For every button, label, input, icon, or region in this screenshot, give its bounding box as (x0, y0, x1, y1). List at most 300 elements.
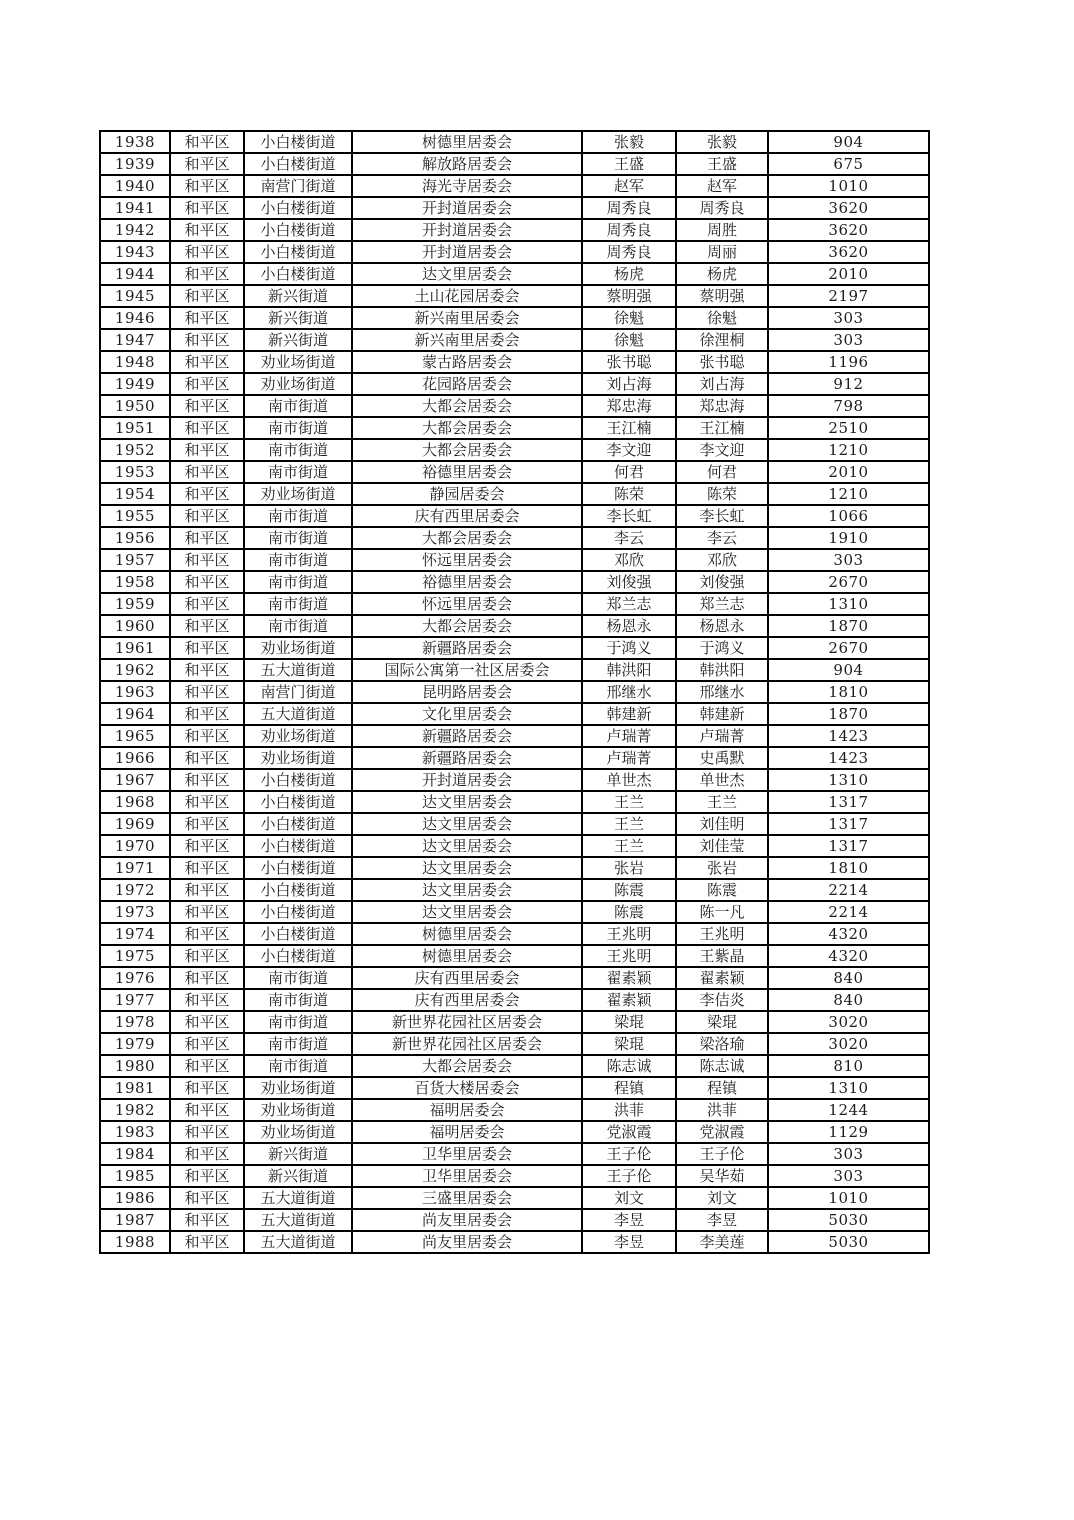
cell-value: 303 (768, 329, 929, 351)
cell-value: 5030 (768, 1231, 929, 1253)
cell-district: 和平区 (170, 483, 244, 505)
cell-name-secondary: 杨虎 (676, 263, 768, 285)
cell-district: 和平区 (170, 1231, 244, 1253)
cell-district: 和平区 (170, 285, 244, 307)
cell-name-secondary: 韩建新 (676, 703, 768, 725)
table-row (100, 703, 929, 725)
cell-committee: 新世界花园社区居委会 (352, 1033, 582, 1055)
cell-name-secondary: 郑兰志 (676, 593, 768, 615)
cell-name-secondary: 蔡明强 (676, 285, 768, 307)
cell-name-secondary: 李文迎 (676, 439, 768, 461)
cell-name-secondary: 王兆明 (676, 923, 768, 945)
cell-value: 1870 (768, 703, 929, 725)
cell-serial: 1951 (100, 417, 170, 439)
cell-committee: 新兴南里居委会 (352, 329, 582, 351)
cell-name-primary: 杨虎 (582, 263, 676, 285)
cell-district: 和平区 (170, 637, 244, 659)
cell-district: 和平区 (170, 967, 244, 989)
cell-value: 1310 (768, 1077, 929, 1099)
cell-street: 小白楼街道 (244, 241, 352, 263)
cell-value: 1317 (768, 835, 929, 857)
cell-district: 和平区 (170, 1055, 244, 1077)
cell-street: 南市街道 (244, 989, 352, 1011)
cell-name-secondary: 翟素颖 (676, 967, 768, 989)
cell-street: 五大道街道 (244, 1231, 352, 1253)
cell-value: 1196 (768, 351, 929, 373)
cell-serial: 1944 (100, 263, 170, 285)
cell-name-primary: 卢瑞菁 (582, 725, 676, 747)
cell-street: 新兴街道 (244, 307, 352, 329)
cell-district: 和平区 (170, 659, 244, 681)
cell-committee: 树德里居委会 (352, 945, 582, 967)
table-row (100, 1077, 929, 1099)
table-row (100, 769, 929, 791)
cell-district: 和平区 (170, 593, 244, 615)
cell-committee: 卫华里居委会 (352, 1165, 582, 1187)
cell-street: 南市街道 (244, 461, 352, 483)
cell-street: 小白楼街道 (244, 769, 352, 791)
cell-value: 675 (768, 153, 929, 175)
cell-name-secondary: 韩洪阳 (676, 659, 768, 681)
cell-committee: 开封道居委会 (352, 219, 582, 241)
cell-serial: 1954 (100, 483, 170, 505)
cell-value: 3620 (768, 219, 929, 241)
table-row (100, 571, 929, 593)
cell-street: 劝业场街道 (244, 637, 352, 659)
cell-street: 劝业场街道 (244, 725, 352, 747)
cell-value: 303 (768, 1165, 929, 1187)
cell-street: 小白楼街道 (244, 835, 352, 857)
cell-street: 南市街道 (244, 549, 352, 571)
cell-serial: 1955 (100, 505, 170, 527)
table-row (100, 1231, 929, 1253)
cell-name-secondary: 王紫晶 (676, 945, 768, 967)
cell-street: 小白楼街道 (244, 813, 352, 835)
cell-committee: 尚友里居委会 (352, 1209, 582, 1231)
cell-name-secondary: 李昱 (676, 1209, 768, 1231)
table-row (100, 879, 929, 901)
cell-name-primary: 王子伦 (582, 1165, 676, 1187)
cell-serial: 1986 (100, 1187, 170, 1209)
cell-street: 南市街道 (244, 1055, 352, 1077)
cell-district: 和平区 (170, 329, 244, 351)
cell-name-secondary: 陈荣 (676, 483, 768, 505)
cell-district: 和平区 (170, 835, 244, 857)
table-row (100, 285, 929, 307)
cell-street: 劝业场街道 (244, 1099, 352, 1121)
cell-name-primary: 何君 (582, 461, 676, 483)
cell-street: 南营门街道 (244, 681, 352, 703)
cell-name-primary: 陈震 (582, 879, 676, 901)
cell-serial: 1961 (100, 637, 170, 659)
table-row (100, 329, 929, 351)
cell-name-secondary: 陈震 (676, 879, 768, 901)
cell-value: 303 (768, 549, 929, 571)
cell-street: 新兴街道 (244, 1165, 352, 1187)
cell-committee: 尚友里居委会 (352, 1231, 582, 1253)
cell-serial: 1980 (100, 1055, 170, 1077)
cell-committee: 庆有西里居委会 (352, 967, 582, 989)
cell-value: 1129 (768, 1121, 929, 1143)
cell-serial: 1957 (100, 549, 170, 571)
cell-district: 和平区 (170, 725, 244, 747)
table-row (100, 989, 929, 1011)
cell-value: 303 (768, 307, 929, 329)
cell-serial: 1941 (100, 197, 170, 219)
cell-street: 南市街道 (244, 571, 352, 593)
table-row (100, 1209, 929, 1231)
table-row (100, 153, 929, 175)
cell-street: 五大道街道 (244, 1209, 352, 1231)
cell-district: 和平区 (170, 1209, 244, 1231)
cell-name-primary: 梁琨 (582, 1033, 676, 1055)
cell-value: 2670 (768, 571, 929, 593)
cell-street: 南市街道 (244, 395, 352, 417)
cell-name-primary: 徐魁 (582, 307, 676, 329)
cell-value: 798 (768, 395, 929, 417)
cell-street: 劝业场街道 (244, 351, 352, 373)
cell-serial: 1959 (100, 593, 170, 615)
cell-name-secondary: 李美莲 (676, 1231, 768, 1253)
cell-committee: 树德里居委会 (352, 131, 582, 153)
cell-committee: 裕德里居委会 (352, 461, 582, 483)
cell-street: 五大道街道 (244, 703, 352, 725)
cell-name-secondary: 洪菲 (676, 1099, 768, 1121)
cell-serial: 1985 (100, 1165, 170, 1187)
cell-name-secondary: 王兰 (676, 791, 768, 813)
cell-committee: 解放路居委会 (352, 153, 582, 175)
table-row (100, 1143, 929, 1165)
cell-serial: 1960 (100, 615, 170, 637)
cell-street: 劝业场街道 (244, 1121, 352, 1143)
cell-street: 小白楼街道 (244, 153, 352, 175)
cell-name-primary: 王兰 (582, 791, 676, 813)
table-row (100, 219, 929, 241)
cell-name-primary: 陈震 (582, 901, 676, 923)
cell-name-secondary: 党淑霞 (676, 1121, 768, 1143)
cell-district: 和平区 (170, 1077, 244, 1099)
cell-district: 和平区 (170, 175, 244, 197)
roster-table-container (99, 130, 930, 1254)
cell-name-primary: 郑忠海 (582, 395, 676, 417)
cell-serial: 1952 (100, 439, 170, 461)
cell-value: 840 (768, 989, 929, 1011)
cell-name-primary: 于鸿义 (582, 637, 676, 659)
cell-name-secondary: 张书聪 (676, 351, 768, 373)
cell-value: 912 (768, 373, 929, 395)
cell-committee: 卫华里居委会 (352, 1143, 582, 1165)
cell-name-primary: 党淑霞 (582, 1121, 676, 1143)
cell-name-primary: 刘占海 (582, 373, 676, 395)
cell-name-primary: 李昱 (582, 1209, 676, 1231)
table-row (100, 461, 929, 483)
cell-district: 和平区 (170, 505, 244, 527)
cell-name-secondary: 周胜 (676, 219, 768, 241)
cell-name-primary: 韩建新 (582, 703, 676, 725)
roster-table (99, 130, 930, 1254)
cell-name-primary: 王子伦 (582, 1143, 676, 1165)
cell-committee: 土山花园居委会 (352, 285, 582, 307)
cell-serial: 1940 (100, 175, 170, 197)
cell-serial: 1977 (100, 989, 170, 1011)
cell-name-primary: 陈荣 (582, 483, 676, 505)
table-row (100, 505, 929, 527)
cell-name-primary: 徐魁 (582, 329, 676, 351)
cell-street: 南市街道 (244, 1033, 352, 1055)
cell-district: 和平区 (170, 747, 244, 769)
roster-table-body (100, 131, 929, 1253)
cell-committee: 新兴南里居委会 (352, 307, 582, 329)
cell-value: 3020 (768, 1033, 929, 1055)
table-row (100, 197, 929, 219)
cell-district: 和平区 (170, 197, 244, 219)
cell-street: 新兴街道 (244, 285, 352, 307)
cell-serial: 1976 (100, 967, 170, 989)
cell-street: 小白楼街道 (244, 879, 352, 901)
cell-district: 和平区 (170, 1011, 244, 1033)
cell-name-secondary: 王子伦 (676, 1143, 768, 1165)
cell-name-secondary: 梁洛瑜 (676, 1033, 768, 1055)
cell-street: 南市街道 (244, 505, 352, 527)
cell-name-primary: 张毅 (582, 131, 676, 153)
table-row (100, 901, 929, 923)
cell-street: 南市街道 (244, 593, 352, 615)
cell-serial: 1947 (100, 329, 170, 351)
table-row (100, 923, 929, 945)
cell-serial: 1956 (100, 527, 170, 549)
cell-committee: 福明居委会 (352, 1099, 582, 1121)
cell-serial: 1939 (100, 153, 170, 175)
cell-name-secondary: 李长虹 (676, 505, 768, 527)
cell-committee: 文化里居委会 (352, 703, 582, 725)
table-row (100, 813, 929, 835)
cell-district: 和平区 (170, 527, 244, 549)
cell-value: 1210 (768, 483, 929, 505)
cell-name-secondary: 邢继水 (676, 681, 768, 703)
cell-street: 小白楼街道 (244, 923, 352, 945)
cell-value: 1010 (768, 175, 929, 197)
cell-name-primary: 周秀良 (582, 219, 676, 241)
cell-serial: 1967 (100, 769, 170, 791)
cell-name-primary: 王兆明 (582, 923, 676, 945)
cell-street: 小白楼街道 (244, 857, 352, 879)
cell-value: 1310 (768, 769, 929, 791)
table-row (100, 791, 929, 813)
table-row (100, 681, 929, 703)
cell-name-secondary: 陈志诚 (676, 1055, 768, 1077)
table-row (100, 967, 929, 989)
cell-district: 和平区 (170, 417, 244, 439)
cell-district: 和平区 (170, 989, 244, 1011)
cell-district: 和平区 (170, 769, 244, 791)
cell-serial: 1984 (100, 1143, 170, 1165)
cell-street: 劝业场街道 (244, 747, 352, 769)
cell-name-primary: 刘文 (582, 1187, 676, 1209)
cell-committee: 大都会居委会 (352, 527, 582, 549)
cell-street: 劝业场街道 (244, 1077, 352, 1099)
cell-name-primary: 王盛 (582, 153, 676, 175)
cell-serial: 1981 (100, 1077, 170, 1099)
table-row (100, 945, 929, 967)
table-row (100, 483, 929, 505)
table-row (100, 835, 929, 857)
cell-value: 2214 (768, 901, 929, 923)
cell-name-primary: 杨恩永 (582, 615, 676, 637)
cell-name-secondary: 单世杰 (676, 769, 768, 791)
cell-name-primary: 蔡明强 (582, 285, 676, 307)
cell-street: 小白楼街道 (244, 197, 352, 219)
cell-name-secondary: 李佶炎 (676, 989, 768, 1011)
cell-district: 和平区 (170, 857, 244, 879)
cell-district: 和平区 (170, 703, 244, 725)
cell-committee: 达文里居委会 (352, 879, 582, 901)
cell-value: 904 (768, 659, 929, 681)
cell-district: 和平区 (170, 241, 244, 263)
cell-value: 1244 (768, 1099, 929, 1121)
cell-name-primary: 李长虹 (582, 505, 676, 527)
table-row (100, 615, 929, 637)
cell-name-secondary: 梁琨 (676, 1011, 768, 1033)
cell-district: 和平区 (170, 615, 244, 637)
table-row (100, 175, 929, 197)
table-row (100, 263, 929, 285)
table-row (100, 725, 929, 747)
cell-name-secondary: 周丽 (676, 241, 768, 263)
cell-committee: 达文里居委会 (352, 835, 582, 857)
cell-name-primary: 韩洪阳 (582, 659, 676, 681)
cell-name-secondary: 刘文 (676, 1187, 768, 1209)
cell-serial: 1975 (100, 945, 170, 967)
cell-serial: 1968 (100, 791, 170, 813)
cell-value: 1870 (768, 615, 929, 637)
cell-district: 和平区 (170, 1187, 244, 1209)
cell-name-primary: 郑兰志 (582, 593, 676, 615)
cell-name-primary: 周秀良 (582, 241, 676, 263)
cell-name-primary: 王兰 (582, 835, 676, 857)
cell-serial: 1978 (100, 1011, 170, 1033)
cell-committee: 达文里居委会 (352, 901, 582, 923)
cell-serial: 1988 (100, 1231, 170, 1253)
cell-committee: 花园路居委会 (352, 373, 582, 395)
table-row (100, 659, 929, 681)
table-row (100, 1165, 929, 1187)
cell-serial: 1979 (100, 1033, 170, 1055)
cell-committee: 怀远里居委会 (352, 549, 582, 571)
cell-district: 和平区 (170, 1143, 244, 1165)
cell-committee: 达文里居委会 (352, 813, 582, 835)
cell-committee: 新疆路居委会 (352, 725, 582, 747)
cell-name-primary: 洪菲 (582, 1099, 676, 1121)
cell-value: 1317 (768, 791, 929, 813)
cell-value: 303 (768, 1143, 929, 1165)
cell-committee: 新世界花园社区居委会 (352, 1011, 582, 1033)
cell-value: 4320 (768, 923, 929, 945)
cell-committee: 庆有西里居委会 (352, 505, 582, 527)
cell-value: 2010 (768, 461, 929, 483)
table-row (100, 1055, 929, 1077)
cell-committee: 大都会居委会 (352, 417, 582, 439)
table-row (100, 351, 929, 373)
cell-serial: 1949 (100, 373, 170, 395)
cell-district: 和平区 (170, 263, 244, 285)
cell-serial: 1938 (100, 131, 170, 153)
cell-committee: 昆明路居委会 (352, 681, 582, 703)
cell-name-primary: 王兆明 (582, 945, 676, 967)
cell-serial: 1965 (100, 725, 170, 747)
cell-value: 2214 (768, 879, 929, 901)
cell-committee: 百货大楼居委会 (352, 1077, 582, 1099)
cell-name-secondary: 杨恩永 (676, 615, 768, 637)
cell-district: 和平区 (170, 813, 244, 835)
cell-street: 小白楼街道 (244, 901, 352, 923)
cell-street: 南市街道 (244, 1011, 352, 1033)
cell-district: 和平区 (170, 923, 244, 945)
cell-name-primary: 李昱 (582, 1231, 676, 1253)
cell-street: 南市街道 (244, 439, 352, 461)
cell-serial: 1958 (100, 571, 170, 593)
cell-value: 904 (768, 131, 929, 153)
cell-name-primary: 李文迎 (582, 439, 676, 461)
cell-district: 和平区 (170, 395, 244, 417)
cell-district: 和平区 (170, 153, 244, 175)
cell-name-primary: 周秀良 (582, 197, 676, 219)
cell-district: 和平区 (170, 571, 244, 593)
table-row (100, 549, 929, 571)
cell-name-primary: 陈志诚 (582, 1055, 676, 1077)
cell-name-primary: 张岩 (582, 857, 676, 879)
cell-name-primary: 王兰 (582, 813, 676, 835)
cell-serial: 1987 (100, 1209, 170, 1231)
cell-serial: 1973 (100, 901, 170, 923)
cell-name-primary: 邢继水 (582, 681, 676, 703)
cell-committee: 树德里居委会 (352, 923, 582, 945)
cell-district: 和平区 (170, 549, 244, 571)
cell-street: 小白楼街道 (244, 945, 352, 967)
cell-serial: 1942 (100, 219, 170, 241)
cell-name-primary: 翟素颖 (582, 989, 676, 1011)
cell-serial: 1972 (100, 879, 170, 901)
cell-name-secondary: 张岩 (676, 857, 768, 879)
cell-value: 1010 (768, 1187, 929, 1209)
cell-value: 2510 (768, 417, 929, 439)
cell-street: 劝业场街道 (244, 373, 352, 395)
cell-value: 3620 (768, 241, 929, 263)
cell-district: 和平区 (170, 1121, 244, 1143)
cell-street: 新兴街道 (244, 329, 352, 351)
cell-serial: 1963 (100, 681, 170, 703)
cell-serial: 1969 (100, 813, 170, 835)
cell-serial: 1950 (100, 395, 170, 417)
table-row (100, 395, 929, 417)
cell-serial: 1945 (100, 285, 170, 307)
cell-name-secondary: 徐魁 (676, 307, 768, 329)
cell-value: 1310 (768, 593, 929, 615)
table-row (100, 857, 929, 879)
cell-committee: 大都会居委会 (352, 395, 582, 417)
cell-committee: 开封道居委会 (352, 769, 582, 791)
cell-name-secondary: 刘佳莹 (676, 835, 768, 857)
cell-street: 劝业场街道 (244, 483, 352, 505)
cell-street: 南市街道 (244, 967, 352, 989)
cell-district: 和平区 (170, 879, 244, 901)
cell-name-primary: 梁琨 (582, 1011, 676, 1033)
cell-street: 五大道街道 (244, 1187, 352, 1209)
table-row (100, 373, 929, 395)
cell-street: 南市街道 (244, 417, 352, 439)
cell-name-secondary: 吴华茹 (676, 1165, 768, 1187)
cell-committee: 新疆路居委会 (352, 637, 582, 659)
cell-committee: 达文里居委会 (352, 791, 582, 813)
